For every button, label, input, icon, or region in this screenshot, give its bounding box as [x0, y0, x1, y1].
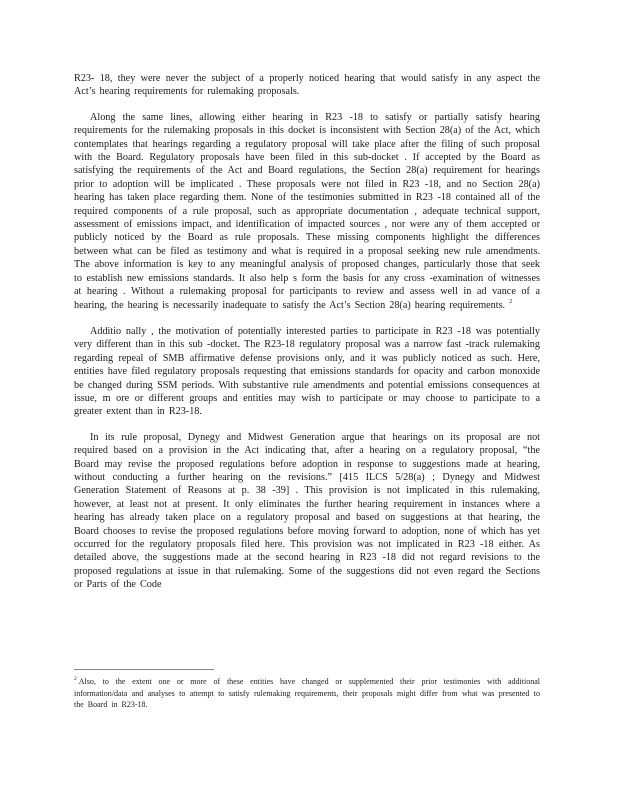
paragraph-text: Along the same lines, allowing either hearing in R23 -18 to satisfy or partially satisfy hearing requirements for the rulemaking proposals in this docket is inconsistent with Section 28(a) of the Act, which contemplates that hearings regarding a regulatory proposal will take place after the filing of such proposal with the Board. Regulatory proposals have been filed in this sub-docket . If accepted by the Board as satisfying the requirements of the Act and Board regulations, the Section 28(a) requirement for hearings prior to adoption will be implicated . These proposals were not filed in R23 -18, and no Section 28(a) hearing has taken place regarding them. None of the testimonies submitted in R23 -18 contained all of the required components of a rule proposal, such as appropriate documentation , adequate technical support, assessment of emissions impact, and identification of impacted sources , nor were any of them accepted or publicly noticed by the Board as rule proposals. These missing components highlight the differences between what can be filed as testimony and what is required in a proposal seeking new rule amendments. The above information is key to any meaningful analysis of proposed changes, particularly those that seek to establish new emissions standards. It also help s form the basis for any cross -examination of witnesses at hearing . Without a rulemaking proposal for participants to review and assess well in ad vance of a hearing, the hearing is necessarily inadequate to satisfy the Act’s Section 28(a) hearing requirements.: [74, 111, 540, 311]
footnote-mark: 2: [74, 676, 77, 683]
document-body: [74, 72, 540, 592]
footnote: [74, 676, 540, 711]
footnote-divider: [74, 669, 214, 670]
paragraph-rule-proposal: In its rule proposal, Dynegy and Midwest Generation argue that hearings on its proposal are not required based on a provision in the Act indicating that, after a hearing on a regulatory proposal, “the Board may revise the proposed regulations before adoption in response to suggestions made at hearing, without conducting a further hearing on the revisions.” [415 ILCS 5/28(a) ; Dynegy and Midwest Generation Statement of Reasons at p. 38 -39] . This provision is not implicated in this rulemaking, however, at least not at present. It only eliminates the further hearing requirement in instances where a hearing has already taken place on a regulatory proposal and based on suggestions at that hearing, the Board chooses to revise the proposed regulations before moving forward to adoption, none of which has yet occurred for the regulatory proposals filed here. This provision was not implicated in R23 -18 either. As detailed above, the suggestions made at the second hearing in R23 -18 did not regard revisions to the proposed regulations at issue in that rulemaking. Some of the suggestions did not even regard the Sections or Parts of the Code: [74, 431, 540, 591]
footnote-reference[interactable]: 2: [509, 299, 513, 306]
paragraph-continuation: R23- 18, they were never the subject of a properly noticed hearing that would satisfy in any aspect the Act’s hearing requirements for rulemaking proposals.: [74, 73, 540, 98]
footnote-text: Also, to the extent one or more of these entities have changed or supplemented their prior testimonies with additional information/data and analyses to attempt to satisfy rulemaking requirements, their proposals might differ from what was presented to the Board in R23-18.: [74, 677, 540, 709]
paragraph-section-28a-hearing: [74, 111, 540, 312]
paragraph-motivation: Additio nally , the motivation of potentially interested parties to participate in R23 -18 was potentially very different than in this sub -docket. The R23-18 regulatory proposal was a narrow fast -track rulemaking regarding repeal of SMB affirmative defense provisions only, and it was publicly noticed as such. Here, entities have filed regulatory proposals requesting that emissions standards for opacity and carbon monoxide be changed during SSM periods. With substantive rule amendments and potential emissions consequences at issue, m ore or different groups and entities may wish to participate or may choose to participate to a greater extent than in R23-18.: [74, 325, 540, 418]
